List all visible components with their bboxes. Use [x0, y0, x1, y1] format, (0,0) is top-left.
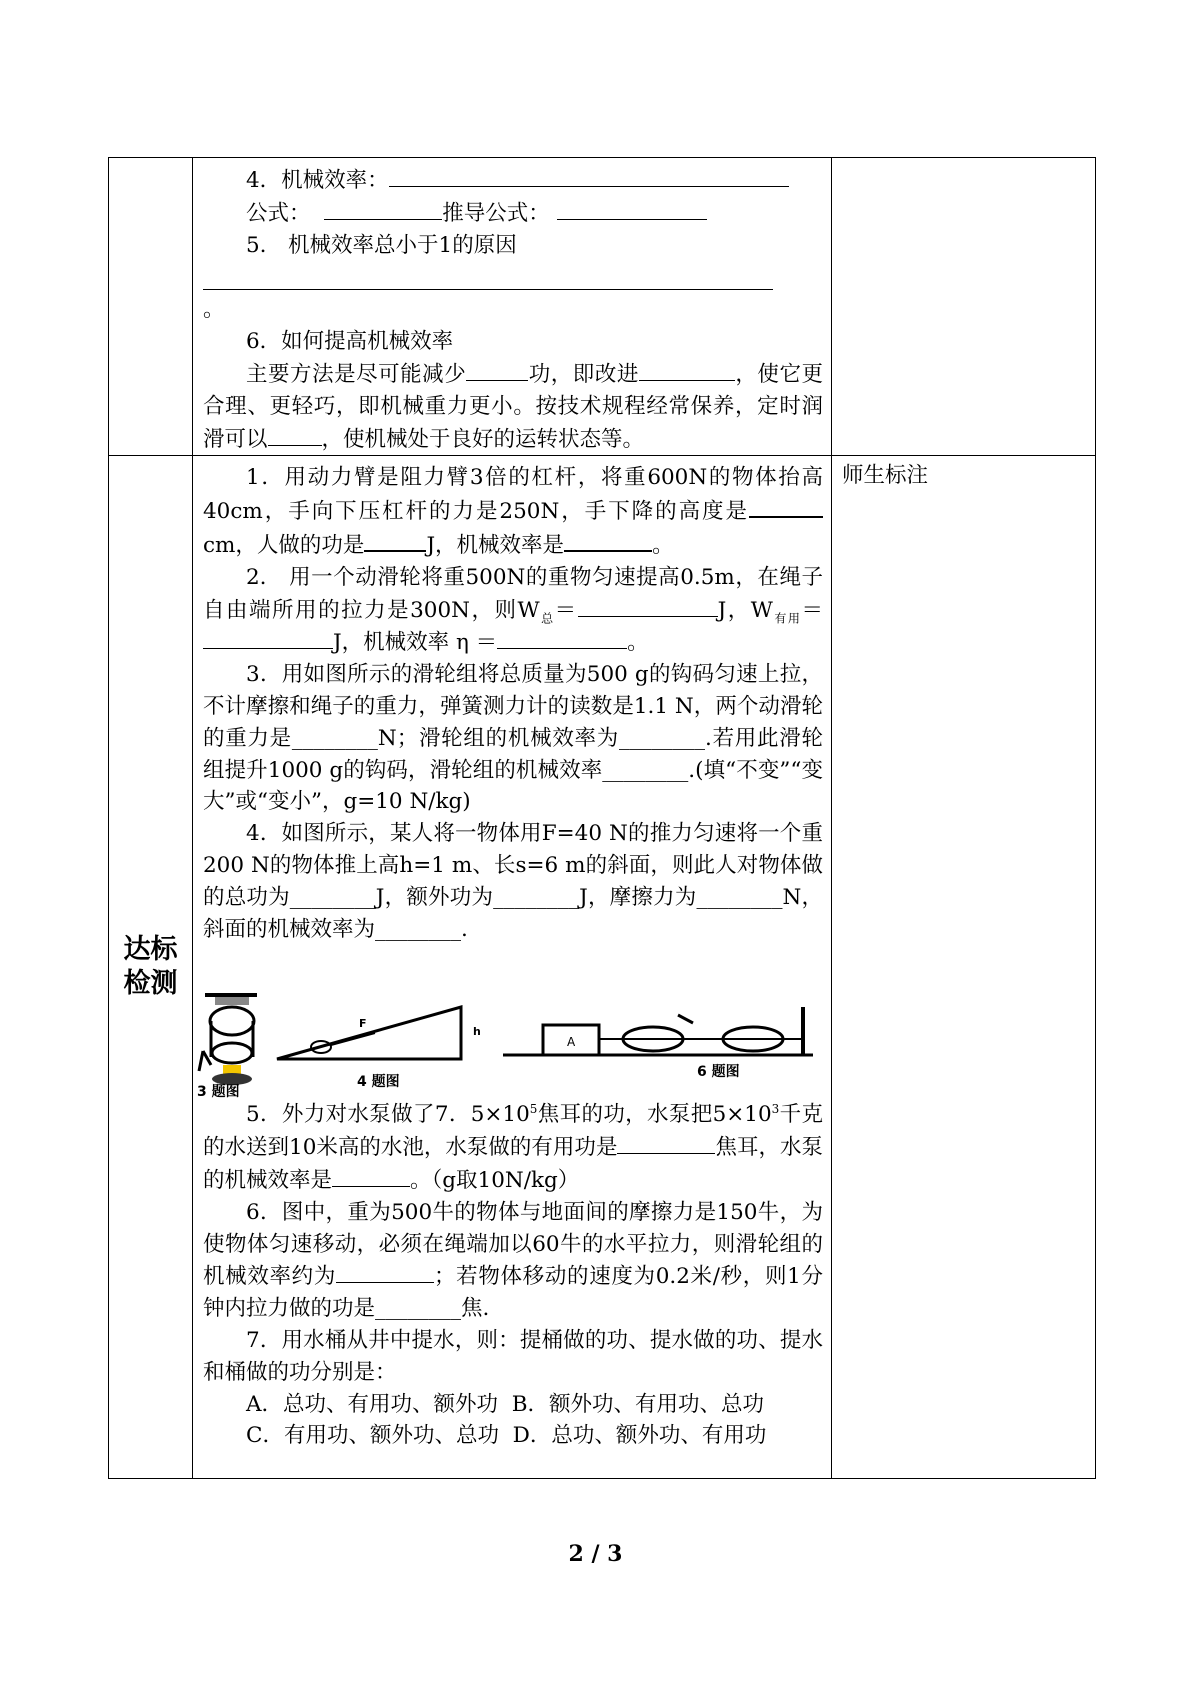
figures-row	[197, 949, 823, 1101]
options-ab: A．总功、有用功、额外功 B．额外功、有用功、总功	[246, 1391, 765, 1417]
question-4: 4．如图所示，某人将一物体用F=40 N的推力匀速将一个重200 N的物体推上高h=1 m、长s=6 m的斜面，则此人对物体做的总功为________J，额外功为________J，摩擦力为________N，斜面的机械效率为________.	[203, 821, 823, 942]
fig4-caption: 4 题图	[357, 1074, 400, 1091]
question-2: 2. 用一个动滑轮将重500N的重物匀速提高0.5m，在绳子自由端所用的拉力是300N，则$W_总= J$，$W_{有用}=J$，机械效率 η ＝ 。	[203, 564, 823, 656]
fig6-pulley-icon	[503, 989, 825, 1059]
worksheet-table	[108, 157, 1096, 1479]
question-7: 7．用水桶从井中提水，则：提桶做的功、提水做的功、提水和桶做的功分别是：	[203, 1327, 823, 1385]
fig4-incline-icon	[275, 1003, 465, 1063]
fig4-height-label	[471, 1021, 491, 1041]
question-6: 6．如何提高机械效率	[246, 329, 454, 355]
note-empty	[832, 158, 1096, 456]
review-row	[109, 158, 1096, 456]
question-6-text: 主要方法是尽可能减少 功，即改进 ，使它更合理、更轻巧，即机械重力更小。按技术规程经常保养，定时润滑可以 ，使机械处于良好的运转状态等。	[203, 358, 823, 455]
note-cell: 师生标注	[832, 456, 1096, 1479]
svg-text:h: h	[473, 1025, 481, 1039]
fig3-caption: 3 题图	[197, 1084, 240, 1101]
question-6: 6．图中，重为500牛的物体与地面间的摩擦力是150牛，为使物体匀速移动，必须在绳端加以60牛的水平拉力，则滑轮组的机械效率约为 ；若物体移动的速度为0.2米/秒，则1分钟内拉力做的功是________焦.	[203, 1199, 823, 1322]
section-label: 达标检测	[109, 456, 193, 1479]
section-label-empty	[109, 158, 193, 456]
fig6-caption: 6 题图	[697, 1064, 740, 1081]
answer-line	[203, 269, 773, 290]
test-content	[193, 456, 832, 1479]
svg-text:A: A	[567, 1035, 576, 1050]
review-content: 4．机械效率： 公式： 推导公式： 5. 机械效率总小于1的原因 。 6．如何提高机械效率 主要方法是尽可能减少 功，即改进 ，使它更合理、更轻巧，即机械重力更小。按技术规程经常保养，定时润滑可以 ，使机械处于良好的运转状态等。	[193, 158, 832, 456]
question-3: 3．用如图所示的滑轮组将总质量为500 g的钩码匀速上拉，不计摩擦和绳子的重力，弹簧测力计的读数是1.1 N，两个动滑轮的重力是________N；滑轮组的机械效率为________.若用此滑轮组提升1000 g的钩码，滑轮组的机械效率________.(填“不变”“变大”或“变小”，g=10 N/kg)	[203, 662, 823, 815]
page-number: 2 / 3	[568, 1541, 623, 1567]
question-5: 5. 机械效率总小于1的原因	[246, 232, 517, 258]
question-1: 1．用动力臂是阻力臂3倍的杠杆，将重600N的物体抬高40cm，手向下压杠杆的力是250N，手下降的高度是cm，人做的功是 J，机械效率是 。	[203, 465, 823, 558]
question-5: 5．外力对水泵做了7．$5\times 10^5$焦耳的功，水泵把$5\times 10^3$千克的水送到10米高的水池，水泵做的有用功是 焦耳，水泵的机械效率是 。（g取10N/kg）	[203, 1102, 823, 1193]
options-cd: C．有用功、额外功、总功 D．总功、额外功、有用功	[246, 1423, 767, 1449]
svg-text:F: F	[359, 1017, 367, 1031]
test-row	[109, 456, 1096, 1479]
